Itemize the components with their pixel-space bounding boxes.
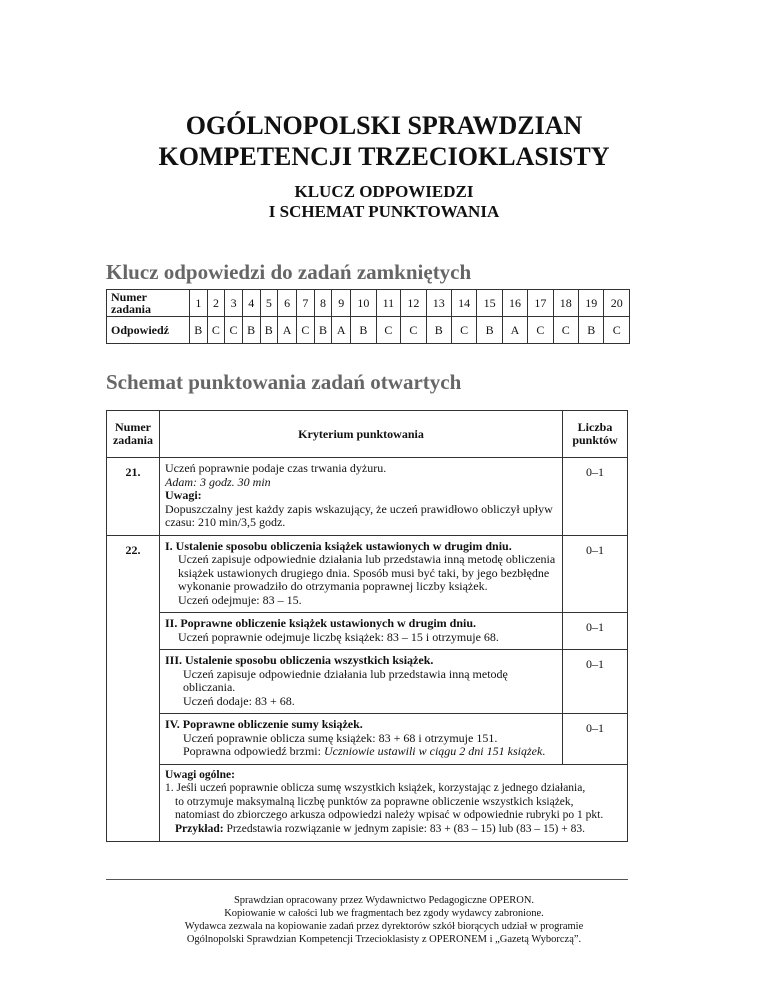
correct-answer (165, 745, 557, 759)
answer-key-table (106, 289, 630, 344)
answer-cell: C (297, 317, 315, 344)
key-cell: 16 (502, 290, 527, 317)
header-row (107, 411, 628, 458)
criterion-title: I. Ustalenie sposobu obliczenia książek ustawionych w drugim dniu. (165, 538, 512, 553)
points-cell: 0–1 (563, 650, 628, 714)
key-cell: 13 (426, 290, 451, 317)
criterion-title: II. Poprawne obliczenie książek ustawionych w drugim dniu. (165, 616, 477, 630)
document-title (0, 110, 768, 172)
criterion-text: Uczeń zapisuje odpowiednie działania lub przedstawia inną metodę obliczenia książek ustawionych drugiego dnia. Sposób musi być taki, by jego bezbłędne wykonanie prowadziło do otrzymania poprawnej liczby książek. (178, 552, 556, 593)
col-header-criterion: Kryterium punktowania (160, 411, 563, 458)
task-22-general-notes (107, 764, 628, 842)
closed-tasks-heading: Klucz odpowiedzi do zadań zamkniętych (106, 260, 472, 284)
remarks-text: Dopuszczalny jest każdy zapis wskazujący, że uczeń prawidłowo obliczył upływ czasu: 210 min/3,5 godz. (165, 501, 553, 529)
footer-line: Kopiowanie w całości lub we fragmentach bez zgody wydawcy zabronione. (224, 908, 544, 919)
notes-line: natomiast do zbiorczego arkusza odpowiedzi należy wpisać w odpowiednie rubryki po 1 pkt. (175, 809, 604, 821)
key-cell: 6 (278, 290, 297, 317)
footer-line: Wydawca zezwala na kopiowanie zadań przez dyrektorów szkół biorących udział w programie (184, 921, 584, 932)
key-cell: 3 (225, 290, 243, 317)
criterion-cell (160, 535, 563, 613)
notes-line: to otrzymuje maksymalną liczbę punktów za poprawne obliczenie wszystkich książek, (175, 795, 574, 808)
col-header-points: Liczba punktów (563, 411, 628, 458)
criterion-title: IV. Poprawne obliczenie sumy książek. (165, 717, 363, 731)
answer-cell: C (225, 317, 243, 344)
example-text: Przedstawia rozwiązanie w jednym zapisie: 83 + (83 – 15) lub (83 – 15) + 83. (223, 822, 585, 835)
criterion-cell (160, 650, 563, 714)
notes-title: Uwagi ogólne: (165, 768, 235, 781)
key-cell: 18 (553, 290, 578, 317)
task-number: 22. (107, 535, 160, 842)
example-answer: Adam: 3 godz. 30 min (165, 474, 271, 489)
key-cell: 15 (477, 290, 502, 317)
answer-cell: A (332, 317, 351, 344)
key-cell: 12 (401, 290, 426, 317)
task-number: 21. (107, 458, 160, 536)
criterion-text: Uczeń zapisuje odpowiednie działania lub przedstawia inną metodę obliczania. (183, 666, 508, 694)
answer-cell: A (502, 317, 527, 344)
key-cell: 20 (604, 290, 630, 317)
footer-line: Ogólnopolski Sprawdzian Kompetencji Trzecioklasisty z OPERONEM i „Gazetą Wyborczą”. (186, 934, 582, 945)
answer-cell: C (604, 317, 630, 344)
answer-suffix: . (542, 744, 546, 758)
key-cell: 17 (528, 290, 553, 317)
answer-cell: B (426, 317, 451, 344)
key-cell: 5 (260, 290, 278, 317)
answer-cell: C (401, 317, 426, 344)
task-21-row (107, 458, 628, 536)
answer-cell: C (553, 317, 578, 344)
answer-cell: C (376, 317, 401, 344)
criterion-text: Uczeń poprawnie podaje czas trwania dyżuru. (165, 461, 387, 475)
task-number-row (107, 290, 630, 317)
points-cell: 0–1 (563, 458, 628, 536)
answer-row (107, 317, 630, 344)
task-22-criterion-4 (107, 714, 628, 765)
key-cell: 9 (332, 290, 351, 317)
criterion-example: Uczeń dodaje: 83 + 68. (183, 693, 295, 708)
criterion-text: Uczeń poprawnie odejmuje liczbę książek: 83 – 15 i otrzymuje 68. (178, 629, 499, 644)
answer-cell: A (278, 317, 297, 344)
criterion-cell (160, 458, 563, 536)
key-cell: 14 (451, 290, 476, 317)
answer-cell: C (451, 317, 476, 344)
criterion-example: Uczeń odejmuje: 83 – 15. (178, 592, 302, 607)
key-cell: 4 (242, 290, 260, 317)
scoring-schema-table (106, 410, 628, 842)
answer-prefix: Poprawna odpowiedź brzmi: (183, 744, 324, 758)
row-label-answer: Odpowiedź (107, 317, 190, 344)
criterion-text: Uczeń poprawnie oblicza sumę książek: 83 + 68 i otrzymuje 151. (183, 730, 498, 745)
key-cell: 7 (297, 290, 315, 317)
answer-cell: B (242, 317, 260, 344)
notes-example (165, 823, 622, 837)
key-cell: 8 (314, 290, 332, 317)
criterion-cell (160, 613, 563, 650)
example-label: Przykład: (175, 822, 224, 835)
row-label-number: Numer zadania (107, 290, 190, 317)
key-cell: 2 (207, 290, 225, 317)
criterion-title: III. Ustalenie sposobu obliczenia wszystkich książek. (165, 653, 434, 667)
answer-cell: B (477, 317, 502, 344)
points-cell: 0–1 (563, 535, 628, 613)
subtitle-line: KLUCZ ODPOWIEDZI (294, 182, 474, 201)
key-cell: 1 (190, 290, 208, 317)
answer-cell: C (528, 317, 553, 344)
answer-cell: B (260, 317, 278, 344)
notes-line: 1. Jeśli uczeń poprawnie oblicza sumę wszystkich książek, korzystając z jednego działania, (165, 782, 586, 794)
key-cell: 10 (351, 290, 376, 317)
task-22-criterion-3 (107, 650, 628, 714)
answer-cell: B (190, 317, 208, 344)
answer-text: Uczniowie ustawili w ciągu 2 dni 151 książek (323, 744, 543, 758)
points-cell: 0–1 (563, 613, 628, 650)
document-subtitle (0, 182, 768, 222)
remarks-label: Uwagi: (165, 488, 202, 502)
answer-cell: B (579, 317, 604, 344)
task-22-criterion-2 (107, 613, 628, 650)
open-tasks-heading: Schemat punktowania zadań otwartych (106, 370, 462, 394)
footer (0, 894, 768, 946)
answer-cell: B (351, 317, 376, 344)
answer-cell: B (314, 317, 332, 344)
key-cell: 19 (579, 290, 604, 317)
notes-cell (160, 764, 628, 842)
answer-cell: C (207, 317, 225, 344)
points-cell: 0–1 (563, 714, 628, 765)
col-header-number: Numer zadania (107, 411, 160, 458)
key-cell: 11 (376, 290, 401, 317)
footer-line: Sprawdzian opracowany przez Wydawnictwo Pedagogiczne OPERON. (233, 895, 535, 906)
task-22-criterion-1 (107, 535, 628, 613)
criterion-cell (160, 714, 563, 765)
footer-divider (106, 879, 628, 880)
subtitle-line: I SCHEMAT PUNKTOWANIA (268, 202, 500, 221)
title-line: OGÓLNOPOLSKI SPRAWDZIAN (185, 111, 583, 140)
title-line: KOMPETENCJI TRZECIOKLASISTY (158, 142, 610, 171)
